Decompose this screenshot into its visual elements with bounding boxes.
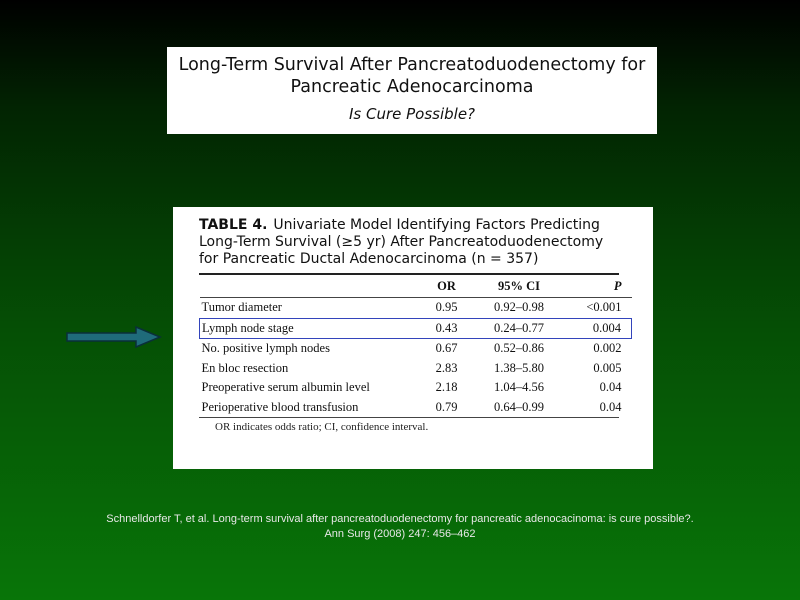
row-factor: Perioperative blood transfusion [201,399,359,414]
row-factor: Tumor diameter [201,300,282,315]
right-arrow-icon [66,326,162,348]
row-ci: 0.52–0.86 [494,341,544,356]
table-row [200,298,632,318]
table-caption [199,217,629,268]
table-row [200,359,632,379]
table-row-highlighted [200,318,632,339]
row-or: 2.83 [435,360,458,375]
table-caption-line-2: Long-Term Survival (≥5 yr) After Pancreatoduodenectomy [199,234,604,250]
row-ci: 1.38–5.80 [494,360,544,375]
article-subtitle: Is Cure Possible? [348,105,476,123]
row-or: 0.95 [435,300,458,315]
row-ci: 0.92–0.98 [494,300,544,315]
row-ci: 0.64–0.99 [494,399,544,414]
row-factor: No. positive lymph nodes [201,341,330,356]
row-factor: Lymph node stage [200,318,422,339]
article-title-line-1: Long-Term Survival After Pancreatoduodenectomy for [178,55,646,75]
row-p: 0.002 [593,341,622,356]
row-p: 0.005 [593,360,622,375]
table-footnote: OR indicates odds ratio; CI, confidence interval. [215,421,429,433]
row-p: 0.04 [599,380,622,395]
row-or: 0.43 [422,318,472,339]
row-or: 0.67 [435,341,458,356]
header-ci: 95% CI [497,278,541,293]
table-row [200,378,632,398]
table-caption-line-3: for Pancreatic Ductal Adenocarcinoma (n = 357) [199,251,539,267]
header-p: P [613,278,622,293]
row-p: 0.04 [599,399,622,414]
row-p: 0.004 [567,318,632,339]
row-ci: 1.04–4.56 [494,380,544,395]
row-ci: 0.24–0.77 [472,318,567,339]
row-or: 2.18 [435,380,458,395]
table-label: TABLE 4. [199,217,268,233]
article-title-card [167,47,657,134]
citation-line-1: Schnelldorfer T, et al. Long-term survival after pancreatoduodenectomy for pancreatic adenocacinoma: is cure possible?. [106,513,694,525]
table-card [173,207,653,469]
table-caption-line-1 [199,217,629,234]
citation [0,512,800,542]
header-factor [200,275,422,298]
table-row [200,339,632,359]
table-row [200,398,632,418]
results-table [199,275,632,417]
article-title-line-2: Pancreatic Adenocarcinoma [290,77,534,97]
row-factor: En bloc resection [201,360,289,375]
row-or: 0.79 [435,399,458,414]
row-factor: Preoperative serum albumin level [201,380,370,395]
row-p: <0.001 [586,300,622,315]
header-or: OR [437,278,456,293]
table-caption-text-1: Univariate Model Identifying Factors Predicting [273,217,600,233]
table-header-row [200,275,632,298]
citation-line-2: Ann Surg (2008) 247: 456–462 [324,528,476,540]
